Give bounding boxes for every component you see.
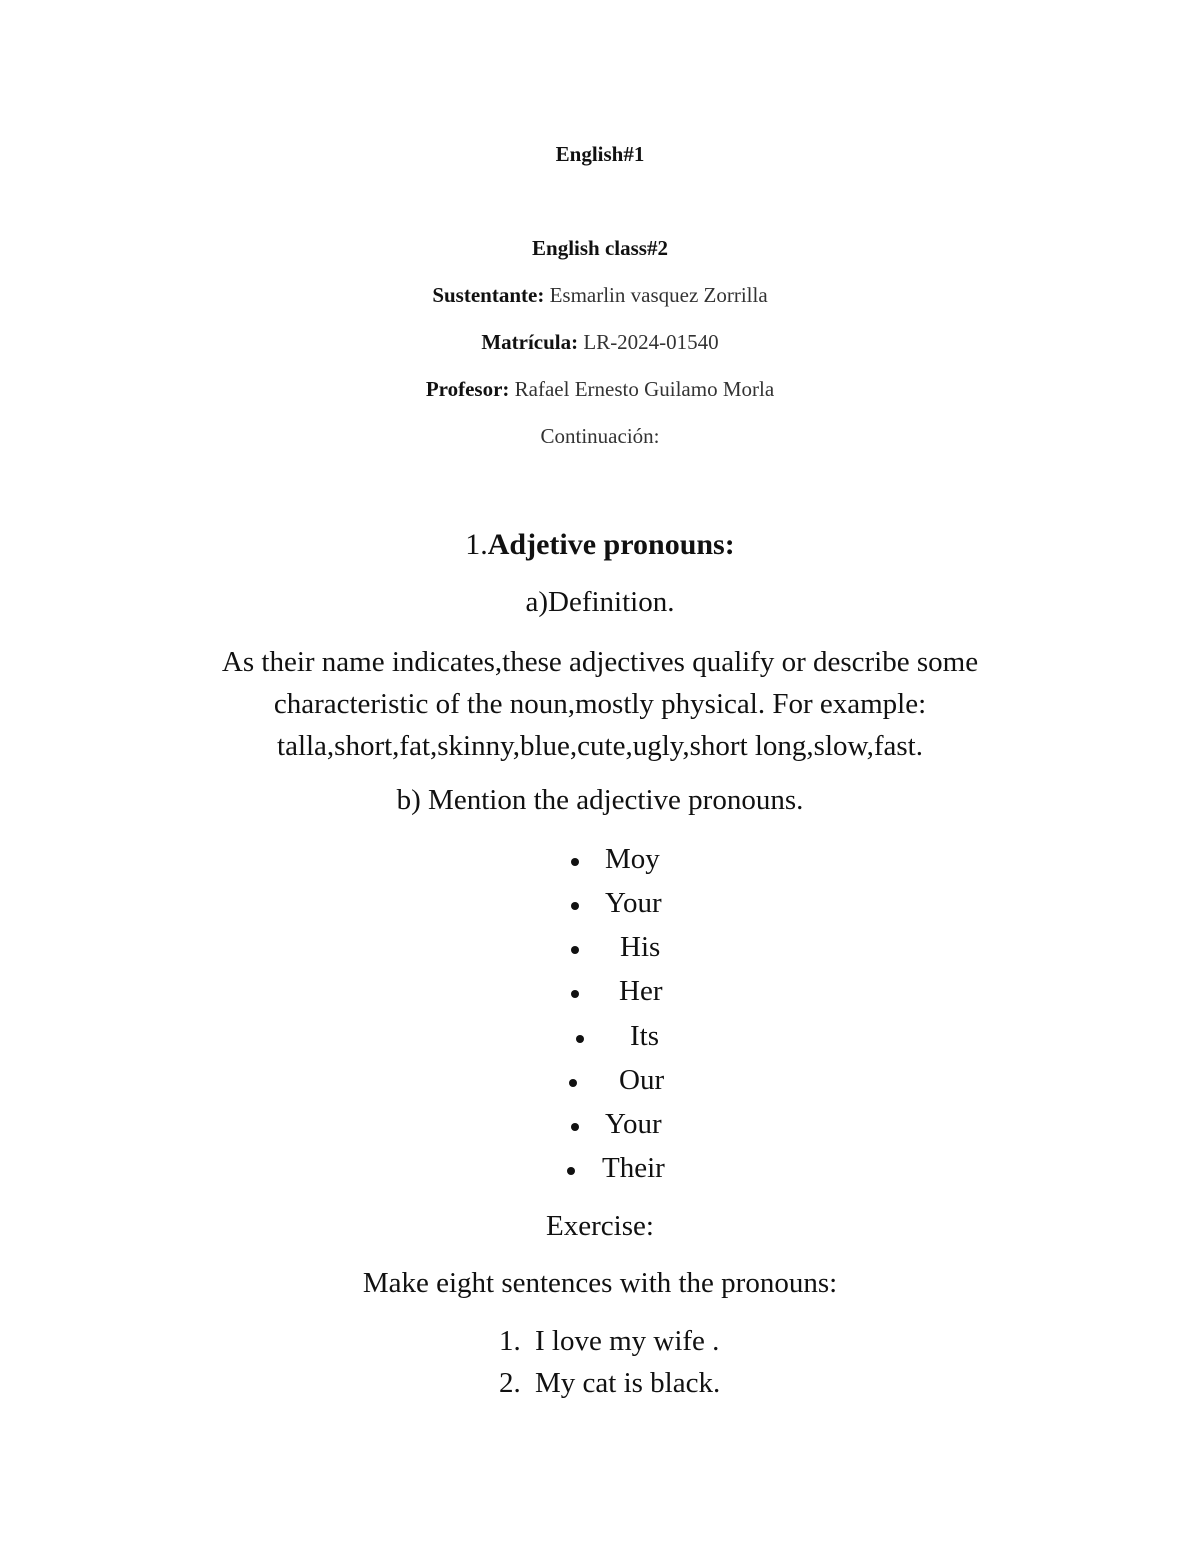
exercise-item-text: My cat is black.	[535, 1367, 721, 1399]
matricula-line	[0, 330, 1200, 355]
bullet-icon	[567, 1167, 575, 1175]
list-item: His	[620, 931, 661, 963]
bullet-icon	[571, 1123, 579, 1131]
sustentante-value: Esmarlin vasquez Zorrilla	[549, 283, 768, 307]
matricula-value: LR-2024-01540	[583, 330, 719, 354]
list-item: Your	[605, 887, 662, 919]
mention-heading: b) Mention the adjective pronouns.	[396, 784, 804, 816]
continuacion-text: Continuación:	[540, 424, 660, 448]
matricula-label: Matrícula:	[481, 330, 579, 354]
list-item: Your	[605, 1108, 662, 1140]
profesor-value: Rafael Ernesto Guilamo Morla	[514, 377, 775, 401]
list-item: Moy	[605, 843, 660, 875]
bullet-icon	[576, 1035, 584, 1043]
definition-paragraph: As their name indicates,these adjectives qualify or describe some characteristic of the noun,mostly physical. For example: talla,short,fat,skinny,blue,cute,ugly,short long,slow,fast.	[221, 646, 979, 762]
profesor-line	[0, 377, 1200, 402]
bullet-icon	[571, 990, 579, 998]
sustentante-line	[0, 283, 1200, 308]
list-item: Their	[602, 1152, 665, 1184]
exercise-instruction: Make eight sentences with the pronouns:	[362, 1267, 838, 1299]
document-title: English#1	[555, 142, 645, 166]
profesor-label: Profesor:	[425, 377, 510, 401]
bullet-icon	[569, 1079, 577, 1087]
bullet-icon	[571, 858, 579, 866]
list-item: Its	[630, 1020, 659, 1052]
class-subtitle: English class#2	[532, 236, 668, 260]
list-item: Her	[619, 975, 663, 1007]
section-title: Adjetive pronouns:	[487, 528, 735, 561]
exercise-item-number: 1.	[499, 1325, 521, 1357]
section-number: 1.	[465, 528, 488, 561]
exercise-heading: Exercise:	[546, 1210, 654, 1242]
exercise-item-number: 2.	[499, 1367, 521, 1399]
bullet-icon	[571, 946, 579, 954]
list-item: Our	[619, 1064, 665, 1096]
sustentante-label: Sustentante:	[432, 283, 545, 307]
section-heading	[0, 528, 1200, 562]
bullet-icon	[571, 902, 579, 910]
definition-heading: a)Definition.	[525, 586, 675, 618]
exercise-item-text: I love my wife .	[535, 1325, 720, 1357]
